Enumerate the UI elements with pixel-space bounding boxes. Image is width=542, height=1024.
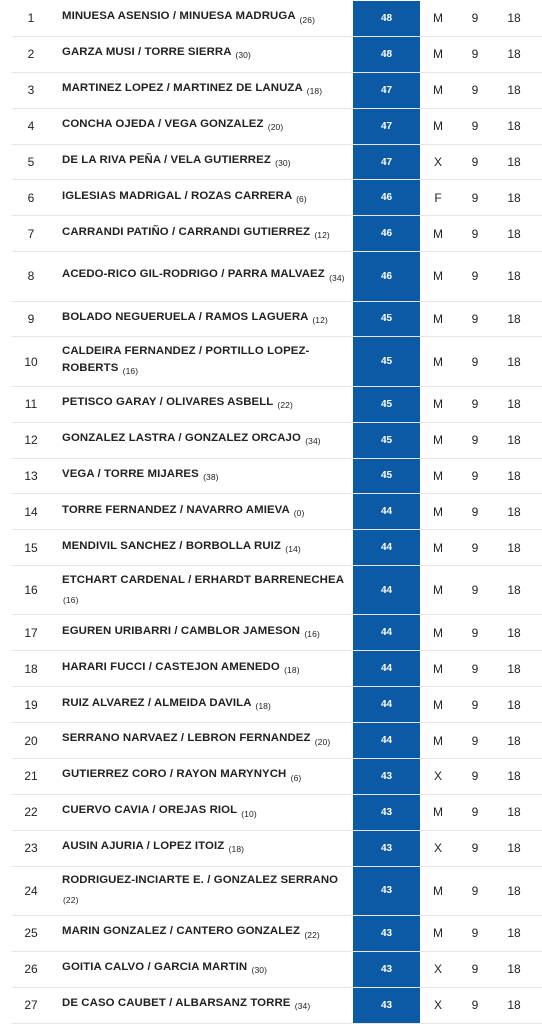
team-name-text: MARTINEZ LOPEZ / MARTINEZ DE LANUZA xyxy=(62,82,303,95)
team-name-cell xyxy=(50,188,353,208)
table-row[interactable] xyxy=(12,109,542,145)
total-holes-cell: 18 xyxy=(507,841,521,856)
team-name-text: CONCHA OJEDA / VEGA GONZALEZ xyxy=(62,117,264,130)
total-holes-cell: 18 xyxy=(507,311,521,326)
team-name-cell xyxy=(50,659,353,679)
position-cell: 21 xyxy=(24,769,38,784)
score-cell: 47 xyxy=(353,73,420,108)
team-name-cell xyxy=(50,802,353,822)
position-cell: 2 xyxy=(27,47,35,62)
table-row[interactable] xyxy=(12,566,542,615)
category-cell: M xyxy=(433,47,443,62)
category-cell: M xyxy=(433,311,443,326)
team-name-text: HARARI FUCCI / CASTEJON AMENEDO xyxy=(62,660,280,673)
team-name-text: CALDEIRA FERNANDEZ / PORTILLO LOPEZ-ROBERTS xyxy=(62,344,310,374)
handicap-value: (26) xyxy=(299,14,316,25)
holes-cell: 9 xyxy=(471,11,479,26)
category-cell: X xyxy=(433,962,442,977)
team-name-cell xyxy=(50,838,353,858)
table-row[interactable] xyxy=(12,530,542,566)
handicap-value: (18) xyxy=(284,664,300,675)
category-cell: X xyxy=(433,841,442,856)
handicap-value: (18) xyxy=(255,700,271,711)
score-cell: 46 xyxy=(353,180,420,215)
team-name-text: GONZALEZ LASTRA / GONZALEZ ORCAJO xyxy=(62,431,301,444)
holes-cell: 9 xyxy=(471,311,479,326)
category-cell: M xyxy=(433,883,443,898)
team-name-text: GUTIERREZ CORO / RAYON MARYNYCH xyxy=(62,768,287,781)
total-holes-cell: 18 xyxy=(507,661,521,676)
position-cell: 22 xyxy=(24,805,38,820)
handicap-value: (16) xyxy=(63,594,79,605)
table-row[interactable] xyxy=(12,459,542,495)
score-cell: 43 xyxy=(353,759,420,794)
team-name-text: GARZA MUSI / TORRE SIERRA xyxy=(62,46,232,59)
team-name-text: CUERVO CAVIA / OREJAS RIOL xyxy=(62,804,237,817)
handicap-value: (22) xyxy=(63,895,79,906)
table-row[interactable] xyxy=(12,494,542,530)
score-cell: 44 xyxy=(353,566,420,614)
score-cell: 46 xyxy=(353,252,420,300)
holes-cell: 9 xyxy=(471,733,479,748)
team-name-text: ACEDO-RICO GIL-RODRIGO / PARRA MALVAEZ xyxy=(62,268,325,281)
table-row[interactable] xyxy=(12,216,542,252)
team-name-cell xyxy=(50,266,353,286)
table-row[interactable] xyxy=(12,423,542,459)
position-cell: 16 xyxy=(24,583,38,598)
category-cell: M xyxy=(433,504,443,519)
position-cell: 5 xyxy=(27,155,35,169)
table-row[interactable] xyxy=(12,831,542,867)
score-cell: 44 xyxy=(353,687,420,722)
handicap-value: (16) xyxy=(304,629,320,640)
team-name-text: DE CASO CAUBET / ALBARSANZ TORRE xyxy=(62,997,291,1010)
total-holes-cell: 18 xyxy=(507,354,521,369)
category-cell: M xyxy=(433,540,443,555)
team-name-cell xyxy=(50,538,353,558)
holes-cell: 9 xyxy=(471,661,479,676)
team-name-text: VEGA / TORRE MIJARES xyxy=(62,467,199,480)
position-cell: 15 xyxy=(24,540,38,555)
holes-cell: 9 xyxy=(471,155,479,169)
position-cell: 25 xyxy=(24,926,38,941)
handicap-value: (34) xyxy=(329,272,345,283)
position-cell: 13 xyxy=(24,468,38,483)
score-cell: 44 xyxy=(353,494,420,529)
handicap-value: (12) xyxy=(312,315,328,326)
category-cell: M xyxy=(433,468,443,483)
category-cell: M xyxy=(433,226,443,241)
score-cell: 47 xyxy=(353,145,420,180)
total-holes-cell: 18 xyxy=(507,190,521,205)
category-cell: M xyxy=(433,805,443,820)
holes-cell: 9 xyxy=(471,468,479,483)
holes-cell: 9 xyxy=(471,625,479,640)
position-cell: 4 xyxy=(27,119,35,134)
handicap-value: (30) xyxy=(275,158,291,169)
table-row[interactable] xyxy=(12,867,542,916)
category-cell: M xyxy=(433,119,443,134)
team-name-text: ETCHART CARDENAL / ERHARDT BARRENECHEA xyxy=(62,573,344,586)
team-name-text: SERRANO NARVAEZ / LEBRON FERNANDEZ xyxy=(62,732,311,745)
position-cell: 27 xyxy=(24,998,38,1013)
score-cell: 48 xyxy=(353,1,420,36)
total-holes-cell: 18 xyxy=(507,769,521,784)
team-name-text: IGLESIAS MADRIGAL / ROZAS CARRERA xyxy=(62,189,292,202)
score-cell: 43 xyxy=(353,795,420,830)
table-row[interactable] xyxy=(12,73,542,109)
table-row[interactable] xyxy=(12,988,542,1024)
handicap-value: (10) xyxy=(241,808,257,819)
total-holes-cell: 18 xyxy=(507,962,521,977)
total-holes-cell: 18 xyxy=(507,11,521,26)
table-row[interactable] xyxy=(12,337,542,386)
team-name-cell xyxy=(50,766,353,786)
handicap-value: (18) xyxy=(228,844,245,855)
team-name-cell xyxy=(50,466,353,486)
team-name-text: CARRANDI PATIÑO / CARRANDI GUTIERREZ xyxy=(62,225,311,238)
holes-cell: 9 xyxy=(471,47,479,62)
position-cell: 26 xyxy=(24,962,38,977)
position-cell: 14 xyxy=(24,504,38,519)
team-name-cell xyxy=(50,152,353,172)
holes-cell: 9 xyxy=(471,190,479,205)
position-cell: 12 xyxy=(24,433,38,448)
category-cell: M xyxy=(433,397,443,412)
handicap-value: (38) xyxy=(203,472,219,483)
category-cell: X xyxy=(433,155,442,169)
position-cell: 23 xyxy=(24,841,38,856)
score-cell: 48 xyxy=(353,37,420,72)
total-holes-cell: 18 xyxy=(507,883,521,898)
team-name-cell xyxy=(50,224,353,244)
category-cell: M xyxy=(433,661,443,676)
handicap-value: (14) xyxy=(285,543,301,554)
team-name-cell xyxy=(50,623,353,643)
total-holes-cell: 18 xyxy=(507,504,521,519)
team-name-cell xyxy=(50,116,353,136)
handicap-value: (30) xyxy=(235,50,251,61)
team-name-text: PETISCO GARAY / OLIVARES ASBELL xyxy=(62,396,274,409)
team-name-text: BOLADO NEGUERUELA / RAMOS LAGUERA xyxy=(62,310,309,323)
position-cell: 8 xyxy=(27,269,35,284)
holes-cell: 9 xyxy=(471,697,479,712)
total-holes-cell: 18 xyxy=(507,269,521,284)
position-cell: 20 xyxy=(24,733,38,748)
total-holes-cell: 18 xyxy=(507,83,521,98)
total-holes-cell: 18 xyxy=(507,119,521,134)
score-cell: 44 xyxy=(353,615,420,650)
holes-cell: 9 xyxy=(471,583,479,598)
category-cell: F xyxy=(434,190,442,205)
team-name-cell xyxy=(50,695,353,715)
handicap-value: (18) xyxy=(306,86,323,97)
handicap-value: (22) xyxy=(277,400,293,411)
table-row[interactable] xyxy=(12,1,542,37)
score-cell: 45 xyxy=(353,423,420,458)
table-row[interactable] xyxy=(12,387,542,423)
table-row[interactable] xyxy=(12,687,542,723)
handicap-value: (6) xyxy=(296,194,307,205)
category-cell: X xyxy=(433,998,442,1013)
team-name-text: MENDIVIL SANCHEZ / BORBOLLA RUIZ xyxy=(62,539,281,552)
handicap-value: (20) xyxy=(267,122,284,133)
holes-cell: 9 xyxy=(471,119,479,134)
team-name-text: RODRIGUEZ-INCIARTE E. / GONZALEZ SERRANO xyxy=(62,874,339,887)
score-cell: 43 xyxy=(353,867,420,915)
holes-cell: 9 xyxy=(471,805,479,820)
team-name-text: GOITIA CALVO / GARCIA MARTIN xyxy=(62,961,248,974)
holes-cell: 9 xyxy=(471,998,479,1013)
score-cell: 45 xyxy=(353,387,420,422)
category-cell: M xyxy=(433,433,443,448)
category-cell: M xyxy=(433,583,443,598)
holes-cell: 9 xyxy=(471,841,479,856)
team-name-text: DE LA RIVA PEÑA / VELA GUTIERREZ xyxy=(62,153,271,166)
team-name-cell xyxy=(50,923,353,943)
team-name-cell xyxy=(50,730,353,750)
score-cell: 45 xyxy=(353,459,420,494)
position-cell: 7 xyxy=(27,226,35,241)
table-row[interactable] xyxy=(12,615,542,651)
table-row[interactable] xyxy=(12,795,542,831)
team-name-cell xyxy=(50,430,353,450)
handicap-value: (30) xyxy=(251,965,268,976)
total-holes-cell: 18 xyxy=(507,625,521,640)
score-cell: 47 xyxy=(353,109,420,144)
category-cell: M xyxy=(433,11,443,26)
holes-cell: 9 xyxy=(471,926,479,941)
handicap-value: (20) xyxy=(314,736,331,747)
position-cell: 1 xyxy=(27,11,35,26)
total-holes-cell: 18 xyxy=(507,697,521,712)
team-name-cell xyxy=(50,80,353,100)
table-row[interactable] xyxy=(12,37,542,73)
score-cell: 45 xyxy=(353,302,420,337)
table-row[interactable] xyxy=(12,180,542,216)
total-holes-cell: 18 xyxy=(507,468,521,483)
position-cell: 6 xyxy=(27,190,35,205)
total-holes-cell: 18 xyxy=(507,47,521,62)
table-row[interactable] xyxy=(12,759,542,795)
handicap-value: (16) xyxy=(122,366,139,377)
position-cell: 10 xyxy=(24,354,38,369)
table-row[interactable] xyxy=(12,952,542,988)
holes-cell: 9 xyxy=(471,83,479,98)
category-cell: M xyxy=(433,625,443,640)
table-row[interactable] xyxy=(12,723,542,759)
holes-cell: 9 xyxy=(471,433,479,448)
total-holes-cell: 18 xyxy=(507,733,521,748)
handicap-value: (22) xyxy=(304,929,320,940)
team-name-text: RUIZ ALVAREZ / ALMEIDA DAVILA xyxy=(62,696,252,709)
score-cell: 43 xyxy=(353,916,420,951)
team-name-text: MINUESA ASENSIO / MINUESA MADRUGA xyxy=(62,10,296,23)
team-name-cell xyxy=(50,343,353,380)
table-row[interactable] xyxy=(12,916,542,952)
holes-cell: 9 xyxy=(471,962,479,977)
handicap-value: (0) xyxy=(293,507,305,518)
total-holes-cell: 18 xyxy=(507,433,521,448)
handicap-value: (34) xyxy=(305,436,321,447)
category-cell: M xyxy=(433,926,443,941)
score-cell: 44 xyxy=(353,723,420,758)
category-cell: M xyxy=(433,354,443,369)
score-cell: 44 xyxy=(353,651,420,686)
table-row[interactable] xyxy=(12,145,542,181)
total-holes-cell: 18 xyxy=(507,998,521,1013)
position-cell: 9 xyxy=(27,311,35,326)
score-cell: 43 xyxy=(353,952,420,987)
total-holes-cell: 18 xyxy=(507,226,521,241)
team-name-cell xyxy=(50,872,353,909)
team-name-text: MARIN GONZALEZ / CANTERO GONZALEZ xyxy=(62,925,301,938)
team-name-cell xyxy=(50,502,353,522)
holes-cell: 9 xyxy=(471,269,479,284)
holes-cell: 9 xyxy=(471,883,479,898)
team-name-cell xyxy=(50,995,353,1015)
team-name-text: EGUREN URIBARRI / CAMBLOR JAMESON xyxy=(62,624,301,637)
holes-cell: 9 xyxy=(471,397,479,412)
total-holes-cell: 18 xyxy=(507,926,521,941)
holes-cell: 9 xyxy=(471,769,479,784)
score-cell: 46 xyxy=(353,216,420,251)
holes-cell: 9 xyxy=(471,226,479,241)
team-name-cell xyxy=(50,394,353,414)
position-cell: 3 xyxy=(27,83,35,98)
total-holes-cell: 18 xyxy=(507,397,521,412)
team-name-cell xyxy=(50,44,353,64)
position-cell: 19 xyxy=(24,697,38,712)
team-name-text: TORRE FERNANDEZ / NAVARRO AMIEVA xyxy=(62,503,290,516)
total-holes-cell: 18 xyxy=(507,540,521,555)
score-cell: 43 xyxy=(353,988,420,1023)
team-name-text: AUSIN AJURIA / LOPEZ ITOIZ xyxy=(62,840,225,853)
score-cell: 44 xyxy=(353,530,420,565)
position-cell: 17 xyxy=(24,625,38,640)
holes-cell: 9 xyxy=(471,504,479,519)
category-cell: X xyxy=(433,769,442,784)
position-cell: 11 xyxy=(24,397,38,412)
score-cell: 43 xyxy=(353,831,420,866)
category-cell: M xyxy=(433,83,443,98)
holes-cell: 9 xyxy=(471,354,479,369)
category-cell: M xyxy=(433,269,443,284)
handicap-value: (6) xyxy=(290,772,302,783)
team-name-cell xyxy=(50,959,353,979)
position-cell: 18 xyxy=(24,661,38,676)
total-holes-cell: 18 xyxy=(507,155,521,169)
team-name-cell xyxy=(50,309,353,329)
category-cell: M xyxy=(433,697,443,712)
handicap-value: (12) xyxy=(314,229,330,240)
total-holes-cell: 18 xyxy=(507,583,521,598)
table-row[interactable] xyxy=(12,651,542,687)
holes-cell: 9 xyxy=(471,540,479,555)
score-cell: 45 xyxy=(353,337,420,385)
table-row[interactable] xyxy=(12,302,542,338)
handicap-value: (34) xyxy=(294,1001,311,1012)
team-name-cell xyxy=(50,572,353,609)
category-cell: M xyxy=(433,733,443,748)
position-cell: 24 xyxy=(24,883,38,898)
table-row[interactable] xyxy=(12,252,542,301)
team-name-cell xyxy=(50,8,353,28)
total-holes-cell: 18 xyxy=(507,805,521,820)
